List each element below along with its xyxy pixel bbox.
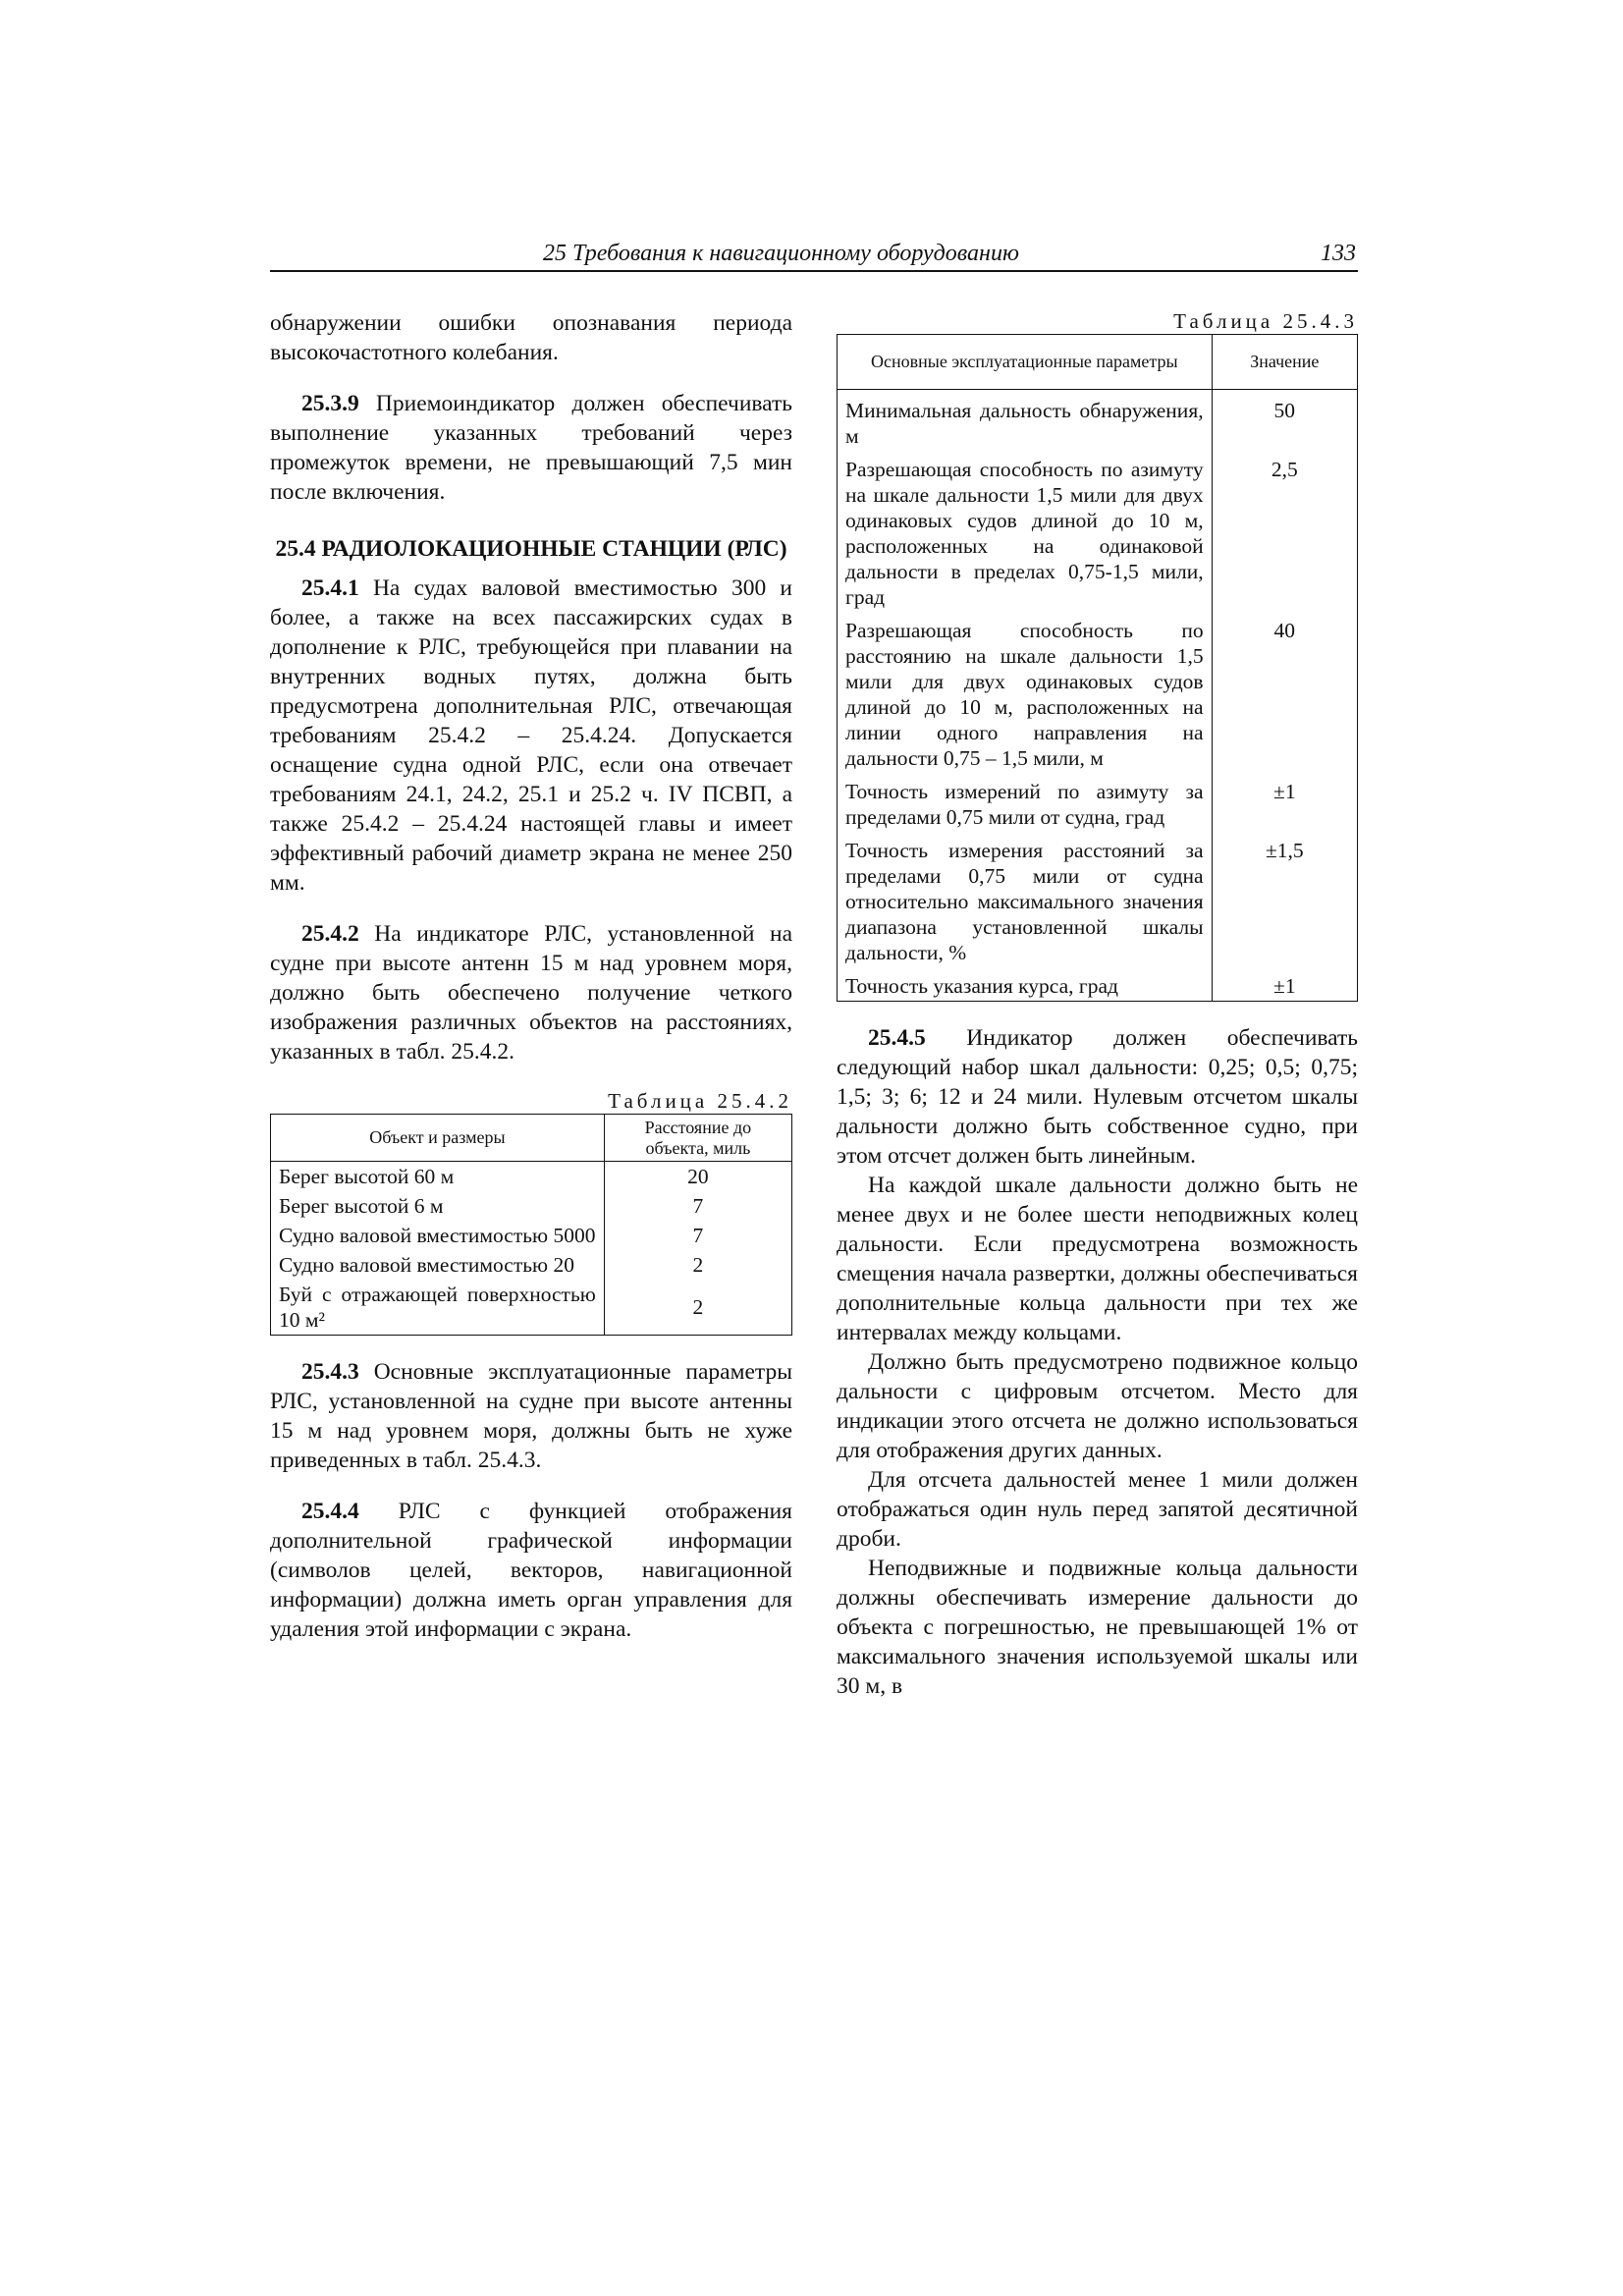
cell: 50: [1212, 390, 1357, 452]
cell: Буй с отражающей поверхностью 10 м²: [271, 1280, 605, 1336]
section-heading: 25.4 РАДИОЛОКАЦИОННЫЕ СТАНЦИИ (РЛС): [275, 536, 787, 562]
clause-number: 25.4.5: [868, 1025, 926, 1051]
table-25-4-2: [270, 1114, 792, 1336]
table-row: [838, 967, 1358, 1002]
cell: Судно валовой вместимостью 5000: [271, 1221, 605, 1250]
clause-number: 25.4.1: [301, 575, 359, 601]
column-header: Расстояние до объекта, миль: [604, 1115, 791, 1162]
column-header: Значение: [1212, 335, 1357, 390]
table-row: [271, 1221, 792, 1250]
paragraph-25-4-1: [270, 574, 792, 898]
cell: Точность измерения расстояний за пределами 0,75 мили от судна относительно максимального значения диапазона установленной шкалы дальности, %: [838, 832, 1213, 967]
cell: Берег высотой 60 м: [271, 1162, 605, 1192]
cell: 2: [604, 1280, 791, 1336]
paragraph-25-4-3: [270, 1357, 792, 1475]
cell: Судно валовой вместимостью 20: [271, 1250, 605, 1280]
cell: Минимальная дальность обнаружения, м: [838, 390, 1213, 452]
paragraph-25-4-5: [837, 1023, 1358, 1171]
paragraph: Для отсчета дальностей менее 1 мили должен отображаться один нуль перед запятой десятичной дроби.: [837, 1467, 1358, 1552]
cell: Точность указания курса, град: [838, 967, 1213, 1002]
clause-number: 25.4.4: [301, 1499, 359, 1524]
cell: 40: [1212, 612, 1357, 773]
paragraph: На каждой шкале дальности должно быть не менее двух и не более шести неподвижных колец дальности. Если предусмотрена возможность смещения начала развертки, должны обеспечиваться дополнительные кольца дальности при тех же интервалах между кольцами.: [837, 1173, 1358, 1345]
clause-text: Основные эксплуатационные параметры РЛС, установленной на судне при высоте антенны 15 м над уровнем моря, должны быть не хуже приведенных в табл. 25.4.3.: [270, 1359, 792, 1473]
cell: 20: [604, 1162, 791, 1192]
right-column: [837, 308, 1358, 1701]
left-column: [270, 308, 792, 1644]
cell: ±1: [1212, 773, 1357, 832]
table-row: [271, 1191, 792, 1221]
cell: Точность измерений по азимуту за пределами 0,75 мили от судна, град: [838, 773, 1213, 832]
clause-text: На судах валовой вместимостью 300 и более, а также на всех пассажирских судах в дополнение к РЛС, требующейся при плавании на внутренних водных путях, должна быть предусмотрена дополнительная РЛС, отвечающая требованиям 25.4.2 – 25.4.24. Допускается оснащение судна одной РЛС, если она отвечает требованиям 24.1, 24.2, 25.1 и 25.2 ч. IV ПСВП, а также 25.4.2 – 25.4.24 настоящей главы и имеет эффективный рабочий диаметр экрана не менее 250 мм.: [270, 575, 792, 896]
paragraph: Должно быть предусмотрено подвижное кольцо дальности с цифровым отсчетом. Место для индикации этого отсчета не должно использоваться для отображения других данных.: [837, 1349, 1358, 1463]
header-title: 25 Требования к навигационному оборудованию: [543, 241, 1019, 266]
column-header: Основные эксплуатационные параметры: [838, 335, 1213, 390]
clause-text: Приемоиндикатор должен обеспечивать выполнение указанных требований через промежуток времени, не превышающий 7,5 мин после включения.: [270, 391, 792, 505]
clause-number: 25.4.2: [301, 921, 359, 947]
cell: Берег высотой 6 м: [271, 1191, 605, 1221]
table-row: [838, 612, 1358, 773]
cell: 7: [604, 1191, 791, 1221]
table-row: [271, 1162, 792, 1192]
table-row: [271, 1280, 792, 1336]
table-caption: Таблица 25.4.2: [608, 1089, 792, 1113]
table-row: [838, 451, 1358, 612]
cell: ±1: [1212, 967, 1357, 1002]
cell: 2: [604, 1250, 791, 1280]
cell: 7: [604, 1221, 791, 1250]
paragraph-25-4-4: [270, 1497, 792, 1644]
page-number: 133: [1321, 241, 1356, 266]
clause-text: РЛС с функцией отображения дополнительной графической информации (символов целей, векторов, навигационной информации) должна иметь орган управления для удаления этой информации с экрана.: [270, 1499, 792, 1642]
paragraph: Неподвижные и подвижные кольца дальности должны обеспечивать измерение дальности до объекта с погрешностью, не превышающей 1% от максимального значения используемой шкалы или 30 м, в: [837, 1556, 1358, 1699]
table-caption: Таблица 25.4.3: [1173, 309, 1358, 333]
table-row: [838, 390, 1358, 452]
clause-text: Индикатор должен обеспечивать следующий набор шкал дальности: 0,25; 0,5; 0,75; 1,5; 3; 6; 12 и 24 мили. Нулевым отсчетом шкалы дальности должно быть собственное судно, при этом отсчет должен быть линейным.: [837, 1025, 1358, 1169]
cell: ±1,5: [1212, 832, 1357, 967]
table-25-4-3: [837, 334, 1358, 1002]
cell: Разрешающая способность по расстоянию на шкале дальности 1,5 мили для двух одинаковых судов длиной до 10 м, расположенных на линии одного направления на дальности 0,75 – 1,5 мили, м: [838, 612, 1213, 773]
table-row: [838, 773, 1358, 832]
clause-number: 25.4.3: [301, 1359, 359, 1385]
clause-text: На индикаторе РЛС, установленной на судне при высоте антенн 15 м над уровнем моря, должно быть обеспечено получение четкого изображения различных объектов на расстояниях, указанных в табл. 25.4.2.: [270, 921, 792, 1065]
table-row: [271, 1250, 792, 1280]
table-row: [838, 832, 1358, 967]
running-header: [270, 239, 1358, 272]
paragraph-25-4-2: [270, 919, 792, 1066]
paragraph-25-3-9: [270, 389, 792, 507]
cell: Разрешающая способность по азимуту на шкале дальности 1,5 мили для двух одинаковых судов длиной до 10 м, расположенных на одинаковой дальности в пределах 0,75-1,5 мили, град: [838, 451, 1213, 612]
column-header: Объект и размеры: [271, 1115, 605, 1162]
cell: 2,5: [1212, 451, 1357, 612]
paragraph: обнаружении ошибки опознавания периода высокочастотного колебания.: [270, 310, 792, 365]
clause-number: 25.3.9: [301, 391, 359, 416]
